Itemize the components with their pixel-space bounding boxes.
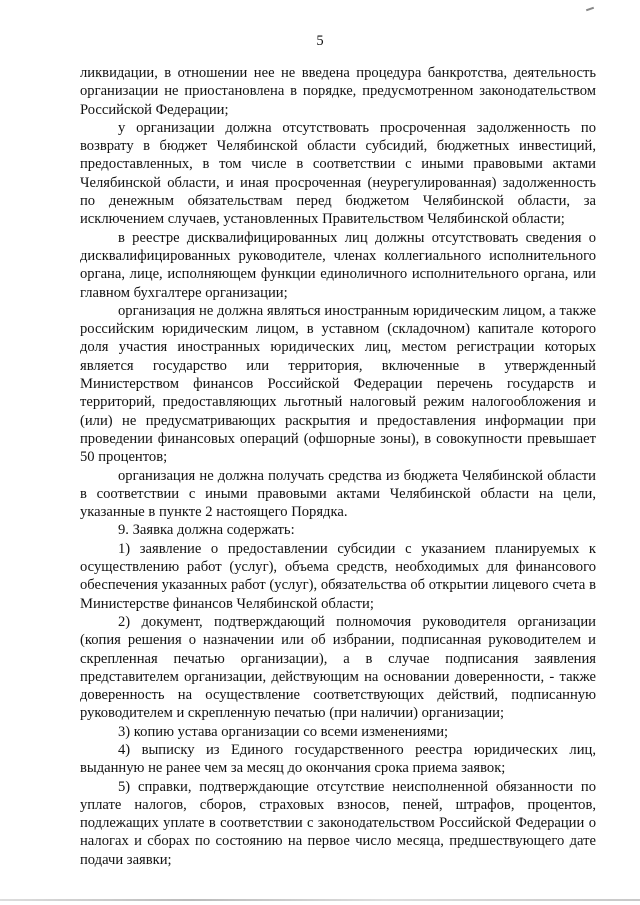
page-number: 5: [316, 33, 324, 49]
list-item-3: 3) копию устава организации со всеми изменениями;: [118, 723, 449, 740]
scan-bottom-edge: [0, 899, 640, 901]
paragraph-3: в реестре дисквалифицированных лиц должны отсутствовать сведения о дисквалифицированных руководителе, членах коллегиального исполнительного органа, лице, исполняющем функции единоличного исполнительного органа, или главном бухгалтере организации;: [80, 229, 596, 301]
section-9-heading: 9. Заявка должна содержать:: [118, 522, 295, 539]
paragraph-1: ликвидации, в отношении нее не введена процедура банкротства, деятельность организации не приостановлена в порядке, предусмотренном законодательством Российской Федерации;: [80, 65, 596, 118]
scan-artifact-mark: [586, 7, 594, 12]
document-body: [80, 64, 596, 869]
list-item-2: 2) документ, подтверждающий полномочия руководителя организации (копия решения о назначении или об избрании, подписанная руководителем и скрепленная печатью организации), а в случае подписания заявления представителем организации, действующим на основании доверенности, - также доверенность на осуществление соответствующих действий, подписанную руководителем и скрепленную печатью (при наличии) организации;: [80, 613, 596, 722]
paragraph-4: организация не должна являться иностранным юридическим лицом, а также российским юридическим лицом, в уставном (складочном) капитале которого доля участия иностранных юридических лиц, местом регистрации которых является государство или территория, включенные в утвержденный Министерством финансов Российской Федерации перечень государств и территорий, предоставляющих льготный налоговый режим налогообложения и (или) не предусматривающих раскрытия и предоставления информации при проведении финансовых операций (офшорные зоны), в совокупности превышает 50 процентов;: [80, 302, 596, 466]
list-item-5: 5) справки, подтверждающие отсутствие неисполненной обязанности по уплате налогов, сборов, страховых взносов, пеней, штрафов, процентов, подлежащих уплате в соответствии с законодательством Российской Федерации о налогах и сборах по состоянию на первое число месяца, предшествующего дате подачи заявки;: [80, 778, 596, 868]
paragraph-5: организация не должна получать средства из бюджета Челябинской области в соответствии с иными правовыми актами Челябинской области на цели, указанные в пункте 2 настоящего Порядка.: [80, 467, 596, 521]
list-item-1: 1) заявление о предоставлении субсидии с указанием планируемых к осуществлению работ (услуг), объема средств, необходимых для финансового обеспечения указанных работ (услуг), обязательства об открытии лицевого счета в Министерстве финансов Челябинской области;: [80, 540, 596, 612]
list-item-4: 4) выписку из Единого государственного реестра юридических лиц, выданную не ранее чем за месяц до окончания срока приема заявок;: [80, 741, 596, 777]
paragraph-2: у организации должна отсутствовать просроченная задолженность по возврату в бюджет Челябинской области субсидий, бюджетных инвестиций, предоставленных, в том числе в соответствии с иными правовыми актами Челябинской области, и иная просроченная (неурегулированная) задолженность по денежным обязательствам перед бюджетом Челябинской области, за исключением случаев, установленных Правительством Челябинской области;: [80, 119, 596, 228]
